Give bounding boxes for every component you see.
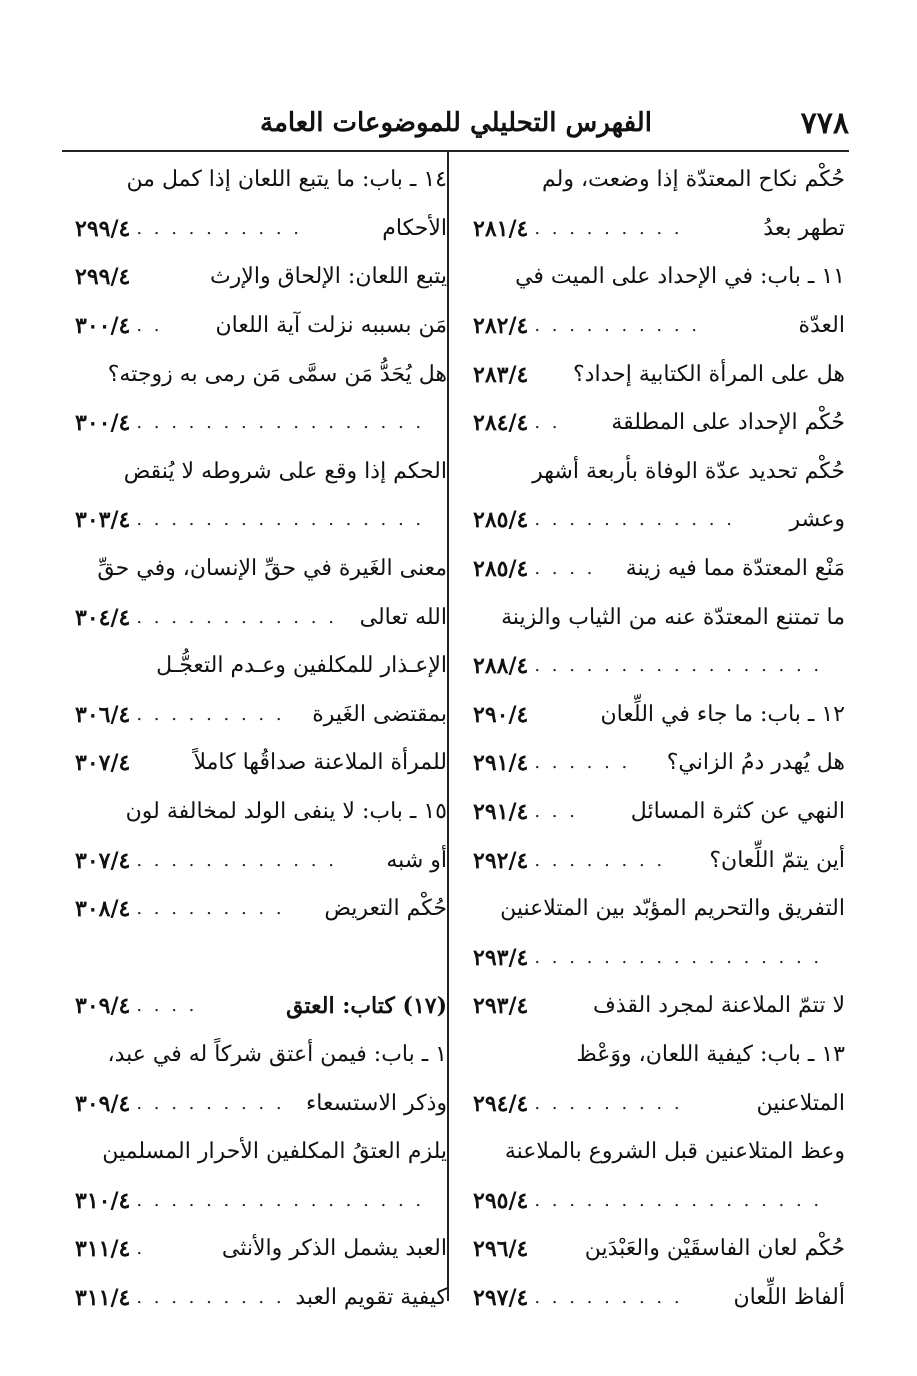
page-reference: ٣٠٠/٤	[75, 313, 131, 340]
index-entry-line	[75, 982, 447, 1031]
entry-text: الإعـذار للمكلفين وعـدم التعجُّـل	[156, 653, 447, 679]
index-entry-line	[75, 545, 447, 594]
page-reference: ٣٠٨/٤	[75, 896, 131, 923]
leader-dots: . . . . . . . . .	[534, 1286, 683, 1308]
entry-text: ما تمتنع المعتدّة عنه من الثياب والزينة	[501, 604, 845, 630]
column-divider	[447, 151, 449, 1301]
leader-dots: . . . . . . . . . .	[136, 217, 303, 239]
leader-dots: . . . . . . . . . .	[534, 315, 701, 337]
index-entry-line	[473, 496, 845, 545]
index-entry-line	[75, 350, 447, 399]
index-entry-line	[473, 836, 845, 885]
entry-text: العبد يشمل الذكر والأنثى	[221, 1236, 447, 1262]
index-entry-line	[473, 739, 845, 788]
index-entry-line	[75, 788, 447, 837]
leader-dots: . .	[534, 412, 561, 434]
leader-dots: . .	[136, 315, 163, 337]
entry-text: حُكْم الإحداد على المطلقة	[611, 410, 845, 436]
entry-text: هل يُهدر دمُ الزاني؟	[666, 750, 845, 776]
leader-dots: . . . . . . . . . . . .	[534, 509, 735, 531]
leader-dots: . . .	[534, 801, 578, 823]
page-reference: ٢٩٤/٤	[473, 1090, 529, 1117]
right-column	[473, 156, 845, 1322]
entry-text: وعشر	[789, 507, 845, 533]
entry-text: يلزم العتقُ المكلفين الأحرار المسلمين	[102, 1139, 447, 1165]
leader-dots: . . . . . . . . . . . . . . . . .	[534, 1189, 823, 1211]
leader-dots: . . . . . . . . .	[136, 1286, 285, 1308]
entry-text: الأحكام	[382, 215, 447, 241]
index-entry-line	[473, 253, 845, 302]
page-reference: ٣٠٠/٤	[75, 410, 131, 437]
index-entry-line	[473, 205, 845, 254]
page-reference: ٢٩٧/٤	[473, 1284, 529, 1311]
page-reference: ٢٨٥/٤	[473, 507, 529, 534]
index-entry-line	[75, 1176, 447, 1225]
leader-dots: . . . . . . . . . . . . . . . . .	[136, 412, 425, 434]
header-rule	[62, 150, 849, 152]
index-entry-line	[473, 982, 845, 1031]
index-entry-line	[75, 1031, 447, 1080]
leader-dots: . . . . . . . . . . . . . . . . .	[136, 509, 425, 531]
entry-text: وعظ المتلاعنين قبل الشروع بالملاعنة	[504, 1139, 845, 1165]
leader-dots: . . . . . . . . .	[136, 898, 285, 920]
page-reference: ٢٩٦/٤	[473, 1236, 529, 1263]
entry-text: بمقتضى الغَيرة	[312, 701, 447, 727]
entry-text: معنى الغَيرة في حقِّ الإنسان، وفي حقِّ	[97, 556, 447, 582]
page-reference: ٢٩١/٤	[473, 750, 529, 777]
index-entry-line	[473, 1225, 845, 1274]
index-entry-line	[75, 253, 447, 302]
page-reference: ٣٠٦/٤	[75, 701, 131, 728]
index-entry-line	[473, 691, 845, 740]
entry-text: مَنْع المعتدّة مما فيه زينة	[625, 556, 845, 582]
leader-dots: . . . . . . . . . . . .	[136, 849, 337, 871]
leader-dots: . . . . . . . . .	[136, 703, 285, 725]
page-reference: ٢٨١/٤	[473, 215, 529, 242]
entry-text: حُكْم التعريض	[324, 896, 447, 922]
page-reference: ٣١١/٤	[75, 1236, 131, 1263]
entry-text: أين يتمّ اللِّعان؟	[709, 847, 845, 873]
entry-text: ألفاظ اللِّعان	[733, 1284, 845, 1310]
leader-dots: . . . . . . . . .	[136, 1092, 285, 1114]
leader-dots: . . . . . . . . .	[534, 1092, 683, 1114]
entry-text: هل على المرأة الكتابية إحداد؟	[572, 361, 845, 387]
index-entry-line	[75, 934, 447, 983]
index-entry-line	[75, 1128, 447, 1177]
entry-text: للمرأة الملاعنة صداقُها كاملاً	[193, 750, 447, 776]
index-entry-line	[75, 1079, 447, 1128]
index-entry-line	[75, 885, 447, 934]
index-entry-line	[75, 496, 447, 545]
index-entry-line	[473, 448, 845, 497]
index-entry-line	[473, 788, 845, 837]
entry-text: ١١ ـ باب: في الإحداد على الميت في	[515, 264, 845, 290]
index-entry-line	[473, 1176, 845, 1225]
entry-text: ١٤ ـ باب: ما يتبع اللعان إذا كمل من	[126, 167, 447, 193]
index-entry-line	[75, 1274, 447, 1323]
page-reference: ٣٠٧/٤	[75, 750, 131, 777]
page-reference: ٢٩٣/٤	[473, 944, 529, 971]
running-title: الفهرس التحليلي للموضوعات العامة	[260, 108, 652, 138]
entry-text: مَن بسببه نزلت آية اللعان	[215, 313, 447, 339]
leader-dots: . . . .	[136, 995, 198, 1017]
page-reference: ٢٩٩/٤	[75, 215, 131, 242]
page-reference: ٣٠٣/٤	[75, 507, 131, 534]
index-entry-line	[473, 399, 845, 448]
entry-text: لا تتمّ الملاعنة لمجرد القذف	[592, 993, 845, 1019]
index-entry-line	[75, 205, 447, 254]
page-number: ٧٧٨	[800, 105, 849, 141]
page-header	[60, 98, 849, 148]
page-reference: ٢٩٢/٤	[473, 847, 529, 874]
leader-dots: . . . . . .	[534, 752, 631, 774]
page-reference: ٢٨٥/٤	[473, 556, 529, 583]
page-reference: ٣٠٩/٤	[75, 1090, 131, 1117]
entry-text: الحكم إذا وقع على شروطه لا يُنقض	[123, 458, 447, 484]
entry-text: العدّة	[798, 313, 845, 339]
page-reference: ٢٨٢/٤	[473, 313, 529, 340]
leader-dots: . . . . . . . . . . . . . . . . .	[136, 1189, 425, 1211]
entry-text: كيفية تقويم العبد	[295, 1284, 447, 1310]
entry-text: (١٧) كتاب: العتق	[286, 993, 447, 1020]
index-entry-line	[473, 642, 845, 691]
leader-dots: . . . . . . . .	[534, 849, 666, 871]
index-entry-line	[473, 350, 845, 399]
entry-text: ١٢ ـ باب: ما جاء في اللِّعان	[600, 701, 845, 727]
entry-text: يتبع اللعان: الإلحاق والإرث	[209, 264, 447, 290]
page-reference: ٢٩٥/٤	[473, 1187, 529, 1214]
leader-dots: . . . . . . . . . . . . . . . . .	[534, 946, 823, 968]
entry-text: أو شبه	[386, 847, 447, 873]
index-entry-line	[75, 593, 447, 642]
index-entry-line	[75, 1225, 447, 1274]
index-entry-line	[473, 302, 845, 351]
index-entry-line	[473, 1274, 845, 1323]
page-reference: ٢٩٣/٤	[473, 993, 529, 1020]
index-entry-line	[473, 1079, 845, 1128]
index-entry-line	[75, 836, 447, 885]
index-entry-line	[75, 691, 447, 740]
index-entry-line	[473, 1128, 845, 1177]
page-reference: ٢٨٨/٤	[473, 653, 529, 680]
entry-text: ١ ـ باب: فيمن أعتق شركاً له في عبد،	[107, 1041, 447, 1067]
entry-text: المتلاعنين	[756, 1090, 845, 1116]
entry-text: حُكْم نكاح المعتدّة إذا وضعت، ولم	[541, 167, 845, 193]
page-reference: ٣٠٤/٤	[75, 604, 131, 631]
index-entry-line	[75, 399, 447, 448]
entry-text: النهي عن كثرة المسائل	[630, 799, 845, 825]
index-entry-line	[75, 642, 447, 691]
index-entry-line	[75, 302, 447, 351]
leader-dots: . . . .	[534, 558, 596, 580]
index-entry-line	[75, 739, 447, 788]
leader-dots: . . . . . . . . .	[534, 217, 683, 239]
index-entry-line	[473, 545, 845, 594]
page-reference: ٢٩٠/٤	[473, 701, 529, 728]
leader-dots: . . . . . . . . . . . .	[136, 606, 337, 628]
page-reference: ٢٩١/٤	[473, 799, 529, 826]
index-entry-line	[473, 934, 845, 983]
page-reference: ٢٨٤/٤	[473, 410, 529, 437]
index-entry-line	[473, 593, 845, 642]
entry-text: وذكر الاستسعاء	[305, 1090, 447, 1116]
index-entry-line	[75, 156, 447, 205]
index-entry-line	[473, 885, 845, 934]
entry-text: حُكْم لعان الفاسقَيْن والعَبْدَين	[584, 1236, 845, 1262]
page-reference: ٣١١/٤	[75, 1284, 131, 1311]
leader-dots: . . . . . . . . . . . . . . . . .	[534, 655, 823, 677]
entry-text: تطهر بعدُ	[763, 215, 845, 241]
entry-text: ١٣ ـ باب: كيفية اللعان، ووَعْظ	[576, 1041, 845, 1067]
index-entry-line	[473, 156, 845, 205]
page-reference: ٣٠٧/٤	[75, 847, 131, 874]
page-reference: ٢٨٣/٤	[473, 361, 529, 388]
index-entry-line	[75, 448, 447, 497]
left-column	[75, 156, 447, 1322]
page-reference: ٢٩٩/٤	[75, 264, 131, 291]
entry-text: الله تعالى	[359, 604, 447, 630]
index-entry-line	[473, 1031, 845, 1080]
page-reference: ٣٠٩/٤	[75, 993, 131, 1020]
page-reference: ٣١٠/٤	[75, 1187, 131, 1214]
leader-dots: .	[136, 1238, 146, 1260]
entry-text: ١٥ ـ باب: لا ينفى الولد لمخالفة لون	[125, 799, 447, 825]
entry-text: حُكْم تحديد عدّة الوفاة بأربعة أشهر	[532, 458, 845, 484]
entry-text: هل يُحَدُّ مَن سمَّى مَن رمى به زوجته؟	[107, 361, 447, 387]
entry-text: التفريق والتحريم المؤبّد بين المتلاعنين	[500, 896, 845, 922]
